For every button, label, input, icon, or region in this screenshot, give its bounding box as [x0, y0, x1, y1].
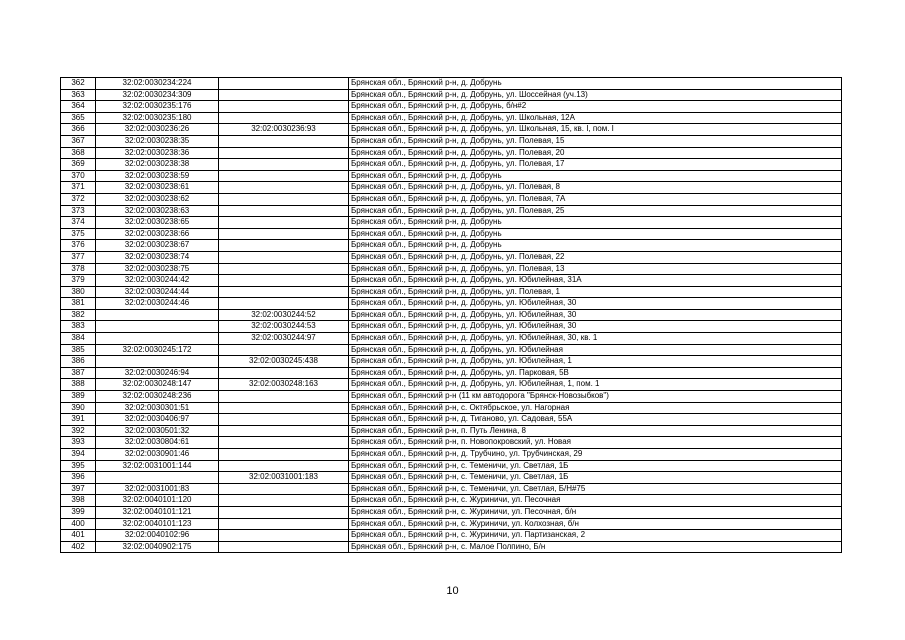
address-cell: Брянская обл., Брянский р-н, д. Добрунь, ул. Юбилейная, 30, кв. 1: [349, 333, 842, 345]
related-cadastral-number-cell: [219, 541, 349, 553]
row-number-cell: 395: [61, 460, 96, 472]
row-number-cell: 382: [61, 309, 96, 321]
cadastral-number-cell: 32:02:0030406:97: [96, 414, 219, 426]
row-number-cell: 389: [61, 391, 96, 403]
address-cell: Брянская обл., Брянский р-н, д. Добрунь, ул. Шоссейная (уч.13): [349, 89, 842, 101]
table-row: [61, 472, 842, 484]
related-cadastral-number-cell: 32:02:0030244:53: [219, 321, 349, 333]
address-cell: Брянская обл., Брянский р-н, д. Добрунь, ул. Юбилейная, 30: [349, 298, 842, 310]
table-row: [61, 170, 842, 182]
table-row: [61, 344, 842, 356]
table-row: [61, 124, 842, 136]
table-row: [61, 251, 842, 263]
address-cell: Брянская обл., Брянский р-н, д. Добрунь, ул. Школьная, 12А: [349, 112, 842, 124]
table-row: [61, 367, 842, 379]
row-number-cell: 398: [61, 495, 96, 507]
row-number-cell: 376: [61, 240, 96, 252]
related-cadastral-number-cell: 32:02:0031001:183: [219, 472, 349, 484]
cadastral-number-cell: 32:02:0030246:94: [96, 367, 219, 379]
row-number-cell: 378: [61, 263, 96, 275]
cadastral-number-cell: [96, 309, 219, 321]
cadastral-number-cell: 32:02:0030248:236: [96, 391, 219, 403]
related-cadastral-number-cell: [219, 89, 349, 101]
related-cadastral-number-cell: [219, 193, 349, 205]
row-number-cell: 379: [61, 275, 96, 287]
address-cell: Брянская обл., Брянский р-н, д. Добрунь, б/н#2: [349, 101, 842, 113]
cadastral-number-cell: 32:02:0030238:67: [96, 240, 219, 252]
row-number-cell: 383: [61, 321, 96, 333]
property-table: [60, 77, 842, 553]
table-row: [61, 228, 842, 240]
address-cell: Брянская обл., Брянский р-н, д. Добрунь, ул. Парковая, 5В: [349, 367, 842, 379]
cadastral-number-cell: 32:02:0030236:26: [96, 124, 219, 136]
row-number-cell: 386: [61, 356, 96, 368]
row-number-cell: 385: [61, 344, 96, 356]
row-number-cell: 384: [61, 333, 96, 345]
row-number-cell: 388: [61, 379, 96, 391]
table-row: [61, 298, 842, 310]
address-cell: Брянская обл., Брянский р-н, д. Добрунь, ул. Юбилейная, 30: [349, 321, 842, 333]
related-cadastral-number-cell: [219, 286, 349, 298]
row-number-cell: 391: [61, 414, 96, 426]
table-row: [61, 101, 842, 113]
table-row: [61, 356, 842, 368]
cadastral-number-cell: 32:02:0030238:35: [96, 135, 219, 147]
row-number-cell: 399: [61, 506, 96, 518]
address-cell: Брянская обл., Брянский р-н, д. Добрунь, ул. Школьная, 15, кв. I, пом. I: [349, 124, 842, 136]
cadastral-number-cell: 32:02:0040101:120: [96, 495, 219, 507]
table-row: [61, 506, 842, 518]
row-number-cell: 380: [61, 286, 96, 298]
address-cell: Брянская обл., Брянский р-н, с. Теменичи, ул. Светлая, Б/Н#75: [349, 483, 842, 495]
cadastral-number-cell: 32:02:0030248:147: [96, 379, 219, 391]
table-row: [61, 483, 842, 495]
address-cell: Брянская обл., Брянский р-н, д. Добрунь, ул. Юбилейная, 31А: [349, 275, 842, 287]
table-row: [61, 518, 842, 530]
address-cell: Брянская обл., Брянский р-н, д. Добрунь, ул. Полевая, 13: [349, 263, 842, 275]
related-cadastral-number-cell: [219, 159, 349, 171]
cadastral-number-cell: 32:02:0040101:121: [96, 506, 219, 518]
row-number-cell: 373: [61, 205, 96, 217]
table-row: [61, 275, 842, 287]
table-row: [61, 193, 842, 205]
address-cell: Брянская обл., Брянский р-н, с. Журиничи, ул. Песочная, б/н: [349, 506, 842, 518]
table-row: [61, 425, 842, 437]
cadastral-number-cell: [96, 472, 219, 484]
table-row: [61, 379, 842, 391]
row-number-cell: 372: [61, 193, 96, 205]
cadastral-number-cell: [96, 321, 219, 333]
table-row: [61, 309, 842, 321]
row-number-cell: 370: [61, 170, 96, 182]
table-row: [61, 217, 842, 229]
table-row: [61, 460, 842, 472]
address-cell: Брянская обл., Брянский р-н, д. Добрунь, ул. Полевая, 8: [349, 182, 842, 194]
table-row: [61, 205, 842, 217]
related-cadastral-number-cell: [219, 495, 349, 507]
address-cell: Брянская обл., Брянский р-н, с. Теменичи, ул. Светлая, 1Б: [349, 472, 842, 484]
cadastral-number-cell: 32:02:0030244:44: [96, 286, 219, 298]
related-cadastral-number-cell: [219, 182, 349, 194]
address-cell: Брянская обл., Брянский р-н, д. Добрунь: [349, 240, 842, 252]
table-row: [61, 147, 842, 159]
related-cadastral-number-cell: [219, 506, 349, 518]
cadastral-number-cell: 32:02:0030238:38: [96, 159, 219, 171]
address-cell: Брянская обл., Брянский р-н, д. Добрунь, ул. Полевая, 22: [349, 251, 842, 263]
related-cadastral-number-cell: [219, 112, 349, 124]
row-number-cell: 366: [61, 124, 96, 136]
cadastral-number-cell: 32:02:0031001:144: [96, 460, 219, 472]
table-row: [61, 112, 842, 124]
cadastral-number-cell: 32:02:0030501:32: [96, 425, 219, 437]
table-row: [61, 495, 842, 507]
related-cadastral-number-cell: [219, 530, 349, 542]
address-cell: Брянская обл., Брянский р-н, д. Добрунь: [349, 217, 842, 229]
row-number-cell: 371: [61, 182, 96, 194]
table-row: [61, 414, 842, 426]
table-row: [61, 321, 842, 333]
related-cadastral-number-cell: [219, 251, 349, 263]
property-table-body: [61, 78, 842, 553]
address-cell: Брянская обл., Брянский р-н, д. Добрунь, ул. Полевая, 7А: [349, 193, 842, 205]
row-number-cell: 401: [61, 530, 96, 542]
cadastral-number-cell: 32:02:0030235:176: [96, 101, 219, 113]
row-number-cell: 397: [61, 483, 96, 495]
table-row: [61, 78, 842, 90]
cadastral-number-cell: 32:02:0030238:65: [96, 217, 219, 229]
row-number-cell: 374: [61, 217, 96, 229]
address-cell: Брянская обл., Брянский р-н, с. Теменичи, ул. Светлая, 1Б: [349, 460, 842, 472]
related-cadastral-number-cell: [219, 344, 349, 356]
related-cadastral-number-cell: 32:02:0030236:93: [219, 124, 349, 136]
related-cadastral-number-cell: [219, 414, 349, 426]
related-cadastral-number-cell: [219, 263, 349, 275]
cadastral-number-cell: 32:02:0030234:224: [96, 78, 219, 90]
address-cell: Брянская обл., Брянский р-н, д. Добрунь: [349, 78, 842, 90]
related-cadastral-number-cell: 32:02:0030244:52: [219, 309, 349, 321]
related-cadastral-number-cell: [219, 135, 349, 147]
related-cadastral-number-cell: [219, 275, 349, 287]
cadastral-number-cell: 32:02:0030245:172: [96, 344, 219, 356]
row-number-cell: 393: [61, 437, 96, 449]
row-number-cell: 365: [61, 112, 96, 124]
table-row: [61, 286, 842, 298]
table-row: [61, 449, 842, 461]
row-number-cell: 363: [61, 89, 96, 101]
address-cell: Брянская обл., Брянский р-н, с. Малое Полпино, Б/н: [349, 541, 842, 553]
address-cell: Брянская обл., Брянский р-н, д. Трубчино, ул. Трубчинская, 29: [349, 449, 842, 461]
address-cell: Брянская обл., Брянский р-н, д. Добрунь: [349, 170, 842, 182]
row-number-cell: 396: [61, 472, 96, 484]
table-row: [61, 89, 842, 101]
row-number-cell: 362: [61, 78, 96, 90]
related-cadastral-number-cell: [219, 449, 349, 461]
related-cadastral-number-cell: 32:02:0030245:438: [219, 356, 349, 368]
row-number-cell: 364: [61, 101, 96, 113]
cadastral-number-cell: 32:02:0030238:66: [96, 228, 219, 240]
cadastral-number-cell: 32:02:0030234:309: [96, 89, 219, 101]
address-cell: Брянская обл., Брянский р-н, д. Добрунь: [349, 228, 842, 240]
row-number-cell: 390: [61, 402, 96, 414]
related-cadastral-number-cell: [219, 101, 349, 113]
cadastral-number-cell: 32:02:0030901:46: [96, 449, 219, 461]
row-number-cell: 375: [61, 228, 96, 240]
related-cadastral-number-cell: [219, 228, 349, 240]
cadastral-number-cell: 32:02:0030244:46: [96, 298, 219, 310]
cadastral-number-cell: 32:02:0030238:63: [96, 205, 219, 217]
related-cadastral-number-cell: [219, 483, 349, 495]
related-cadastral-number-cell: [219, 240, 349, 252]
cadastral-number-cell: 32:02:0030238:74: [96, 251, 219, 263]
cadastral-number-cell: 32:02:0030238:59: [96, 170, 219, 182]
row-number-cell: 400: [61, 518, 96, 530]
related-cadastral-number-cell: [219, 147, 349, 159]
row-number-cell: 394: [61, 449, 96, 461]
row-number-cell: 402: [61, 541, 96, 553]
address-cell: Брянская обл., Брянский р-н, с. Октябрьское, ул. Нагорная: [349, 402, 842, 414]
row-number-cell: 367: [61, 135, 96, 147]
related-cadastral-number-cell: [219, 437, 349, 449]
address-cell: Брянская обл., Брянский р-н, д. Тиганово, ул. Садовая, 55А: [349, 414, 842, 426]
cadastral-number-cell: 32:02:0040101:123: [96, 518, 219, 530]
table-row: [61, 263, 842, 275]
cadastral-number-cell: 32:02:0030238:36: [96, 147, 219, 159]
related-cadastral-number-cell: [219, 78, 349, 90]
cadastral-number-cell: 32:02:0040902:175: [96, 541, 219, 553]
address-cell: Брянская обл., Брянский р-н, с. Журиничи, ул. Партизанская, 2: [349, 530, 842, 542]
related-cadastral-number-cell: [219, 425, 349, 437]
page-number: 10: [446, 585, 459, 597]
related-cadastral-number-cell: [219, 298, 349, 310]
cadastral-number-cell: 32:02:0030804:61: [96, 437, 219, 449]
related-cadastral-number-cell: 32:02:0030248:163: [219, 379, 349, 391]
cadastral-number-cell: 32:02:0040102:96: [96, 530, 219, 542]
cadastral-number-cell: 32:02:0030235:180: [96, 112, 219, 124]
related-cadastral-number-cell: 32:02:0030244:97: [219, 333, 349, 345]
row-number-cell: 392: [61, 425, 96, 437]
table-row: [61, 240, 842, 252]
address-cell: Брянская обл., Брянский р-н, д. Добрунь, ул. Полевая, 17: [349, 159, 842, 171]
cadastral-number-cell: 32:02:0030238:61: [96, 182, 219, 194]
row-number-cell: 368: [61, 147, 96, 159]
cadastral-number-cell: [96, 333, 219, 345]
cadastral-number-cell: 32:02:0030238:75: [96, 263, 219, 275]
cadastral-number-cell: 32:02:0030244:42: [96, 275, 219, 287]
table-row: [61, 333, 842, 345]
address-cell: Брянская обл., Брянский р-н, п. Путь Ленина, 8: [349, 425, 842, 437]
table-row: [61, 182, 842, 194]
related-cadastral-number-cell: [219, 391, 349, 403]
address-cell: Брянская обл., Брянский р-н, д. Добрунь, ул. Полевая, 15: [349, 135, 842, 147]
cadastral-number-cell: 32:02:0030301:51: [96, 402, 219, 414]
address-cell: Брянская обл., Брянский р-н, с. Журиничи, ул. Песочная: [349, 495, 842, 507]
address-cell: Брянская обл., Брянский р-н, д. Добрунь, ул. Юбилейная, 1, пом. 1: [349, 379, 842, 391]
row-number-cell: 381: [61, 298, 96, 310]
related-cadastral-number-cell: [219, 460, 349, 472]
address-cell: Брянская обл., Брянский р-н, д. Добрунь, ул. Полевая, 20: [349, 147, 842, 159]
related-cadastral-number-cell: [219, 217, 349, 229]
row-number-cell: 369: [61, 159, 96, 171]
address-cell: Брянская обл., Брянский р-н, д. Добрунь, ул. Юбилейная: [349, 344, 842, 356]
related-cadastral-number-cell: [219, 170, 349, 182]
address-cell: Брянская обл., Брянский р-н, д. Добрунь, ул. Полевая, 25: [349, 205, 842, 217]
address-cell: Брянская обл., Брянский р-н, д. Добрунь, ул. Юбилейная, 30: [349, 309, 842, 321]
address-cell: Брянская обл., Брянский р-н, п. Новопокровский, ул. Новая: [349, 437, 842, 449]
related-cadastral-number-cell: [219, 205, 349, 217]
address-cell: Брянская обл., Брянский р-н, д. Добрунь, ул. Полевая, 1: [349, 286, 842, 298]
table-row: [61, 391, 842, 403]
table-row: [61, 437, 842, 449]
row-number-cell: 387: [61, 367, 96, 379]
table-row: [61, 159, 842, 171]
cadastral-number-cell: 32:02:0030238:62: [96, 193, 219, 205]
table-row: [61, 402, 842, 414]
address-cell: Брянская обл., Брянский р-н, д. Добрунь, ул. Юбилейная, 1: [349, 356, 842, 368]
table-row: [61, 135, 842, 147]
related-cadastral-number-cell: [219, 518, 349, 530]
table-row: [61, 530, 842, 542]
related-cadastral-number-cell: [219, 367, 349, 379]
cadastral-number-cell: 32:02:0031001:83: [96, 483, 219, 495]
address-cell: Брянская обл., Брянский р-н, с. Журиничи, ул. Колхозная, б/н: [349, 518, 842, 530]
address-cell: Брянская обл., Брянский р-н (11 км автодорога "Брянск-Новозыбков"): [349, 391, 842, 403]
table-row: [61, 541, 842, 553]
cadastral-number-cell: [96, 356, 219, 368]
row-number-cell: 377: [61, 251, 96, 263]
related-cadastral-number-cell: [219, 402, 349, 414]
